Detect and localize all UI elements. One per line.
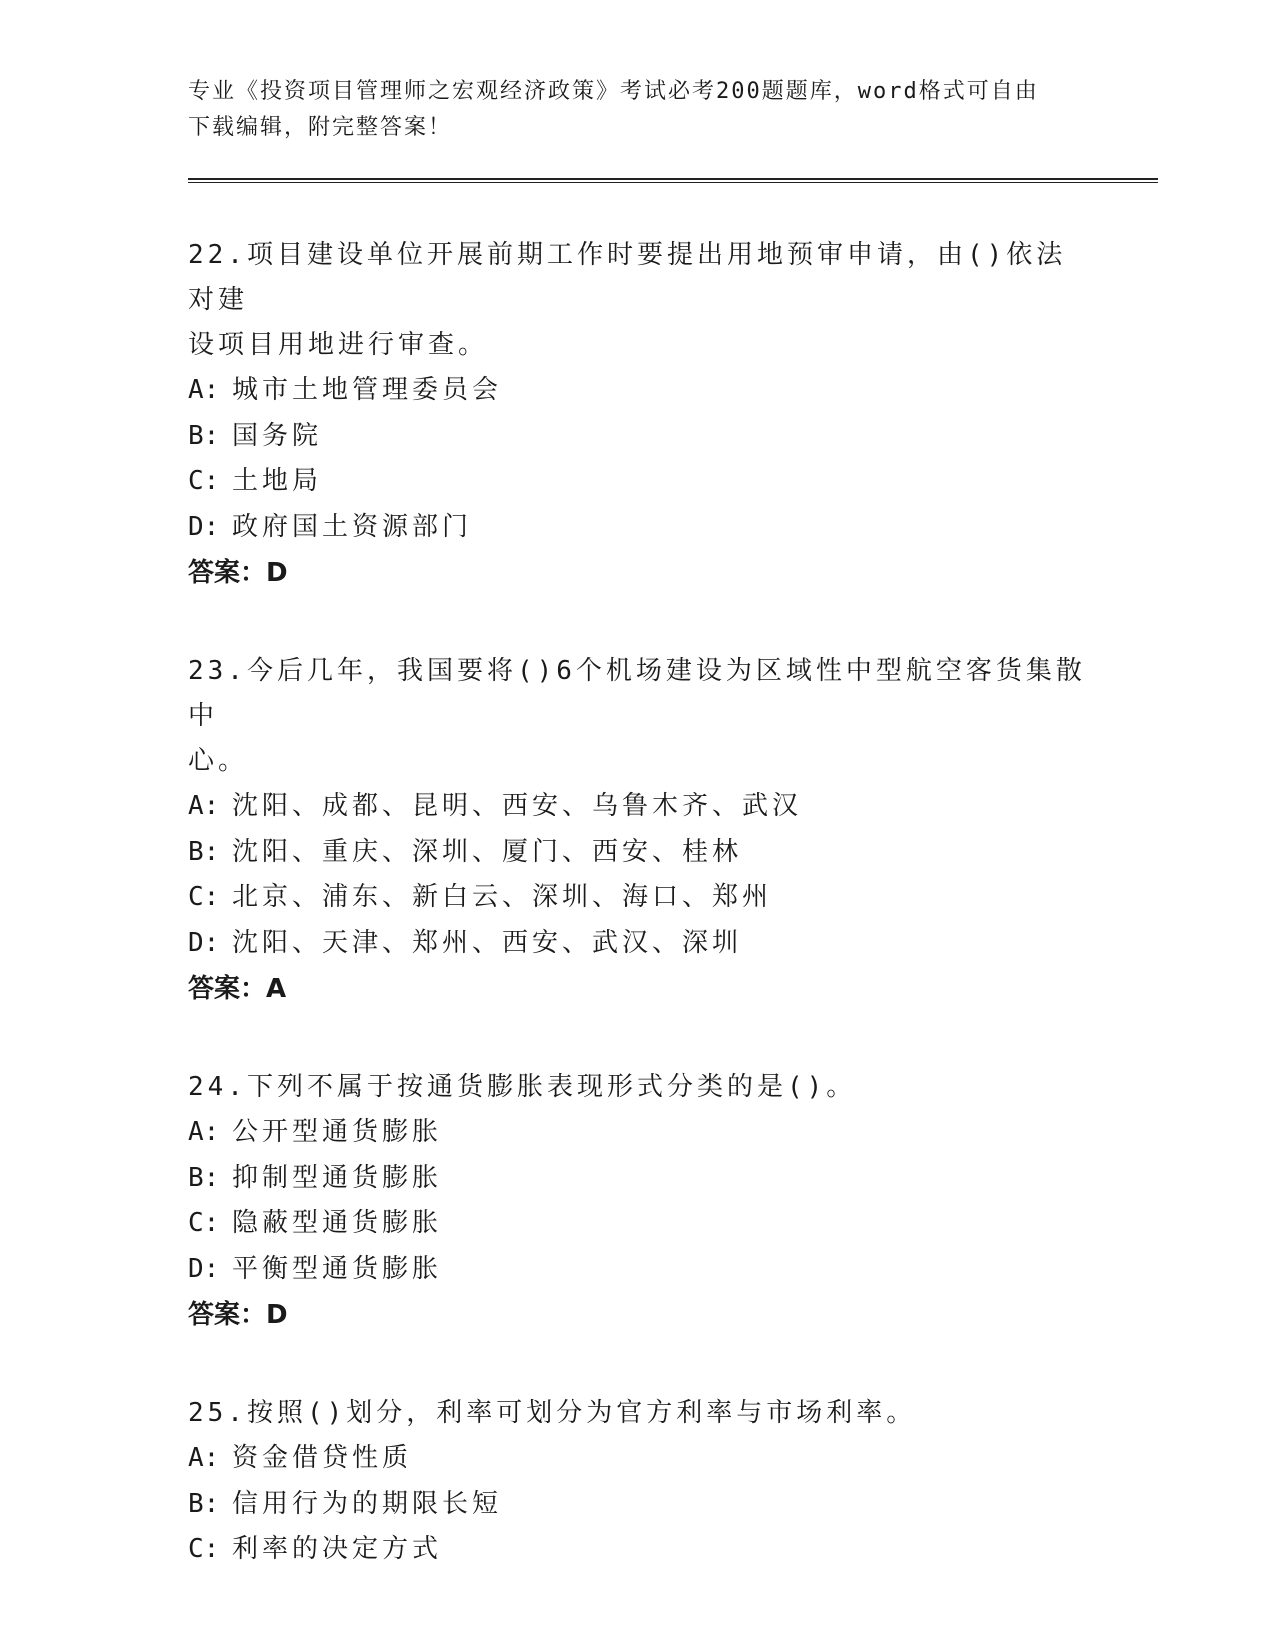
option-letter: A: [188,1443,220,1473]
option-a [188,368,1088,414]
option-text: 土地局 [232,466,323,496]
option-text: 政府国土资源部门 [232,511,473,542]
question-stem [188,1065,1088,1110]
option-letter: C: [188,1534,220,1564]
option-text: 公开型通货膨胀 [232,1117,443,1147]
option-letter: D: [188,1253,220,1284]
header-divider [188,178,1158,183]
question-stem [188,1391,1088,1436]
option-letter: A: [188,375,220,405]
option-letter: B: [188,1162,220,1193]
question-stem [188,233,1088,368]
option-letter: A: [188,791,220,821]
question-stem [188,649,1088,784]
question-item [188,1391,1088,1573]
question-stem-line: 23.今后几年，我国要将()6个机场建设为区域性中型航空客货集散中 [188,656,1086,731]
option-a [188,784,1088,830]
option-letter: D: [188,927,220,958]
option-letter: D: [188,511,220,542]
option-text: 国务院 [232,420,323,451]
option-text: 隐蔽型通货膨胀 [232,1208,443,1238]
option-d [188,505,1088,551]
option-letter: B: [188,420,220,451]
option-letter: C: [188,466,220,496]
option-text: 沈阳、天津、郑州、西安、武汉、深圳 [232,927,743,958]
option-a [188,1110,1088,1156]
option-letter: C: [188,882,220,912]
answer-line: 答案：D [188,558,288,588]
option-letter: A: [188,1117,220,1147]
option-text: 信用行为的期限长短 [232,1488,503,1519]
option-text: 利率的决定方式 [232,1534,443,1564]
question-stem-line: 设项目用地进行审查。 [188,330,489,360]
option-d [188,1247,1088,1293]
question-stem-line: 25.按照()划分，利率可划分为官方利率与市场利率。 [188,1398,917,1428]
option-b [188,1482,1088,1528]
option-c [188,1527,1088,1573]
answer-line: 答案：A [188,974,287,1004]
header-line-2: 下载编辑，附完整答案！ [188,115,453,140]
question-item [188,1065,1088,1338]
option-a [188,1436,1088,1482]
option-text: 沈阳、重庆、深圳、厦门、西安、桂林 [232,836,743,867]
question-item [188,233,1088,596]
question-stem-line: 22.项目建设单位开展前期工作时要提出用地预审申请，由()依法对建 [188,240,1067,315]
option-b [188,1156,1088,1202]
question-item [188,649,1088,1012]
header-line-1: 专业《投资项目管理师之宏观经济政策》考试必考200题题库，word格式可自由 [188,79,1039,104]
answer-line: 答案：D [188,1300,288,1330]
option-b [188,830,1088,876]
option-text: 城市土地管理委员会 [232,375,503,405]
option-text: 抑制型通货膨胀 [232,1162,443,1193]
option-c [188,875,1088,921]
question-list [188,233,1088,1626]
option-letter: C: [188,1208,220,1238]
option-letter: B: [188,836,220,867]
option-c [188,459,1088,505]
question-stem-line: 24.下列不属于按通货膨胀表现形式分类的是()。 [188,1072,857,1102]
question-stem-line: 心。 [188,746,249,776]
option-text: 沈阳、成都、昆明、西安、乌鲁木齐、武汉 [232,791,803,821]
document-header [188,74,1088,146]
option-d [188,921,1088,967]
option-b [188,414,1088,460]
option-text: 北京、浦东、新白云、深圳、海口、郑州 [232,882,773,912]
option-letter: B: [188,1488,220,1519]
option-text: 平衡型通货膨胀 [232,1253,443,1284]
option-text: 资金借贷性质 [232,1443,413,1473]
option-c [188,1201,1088,1247]
